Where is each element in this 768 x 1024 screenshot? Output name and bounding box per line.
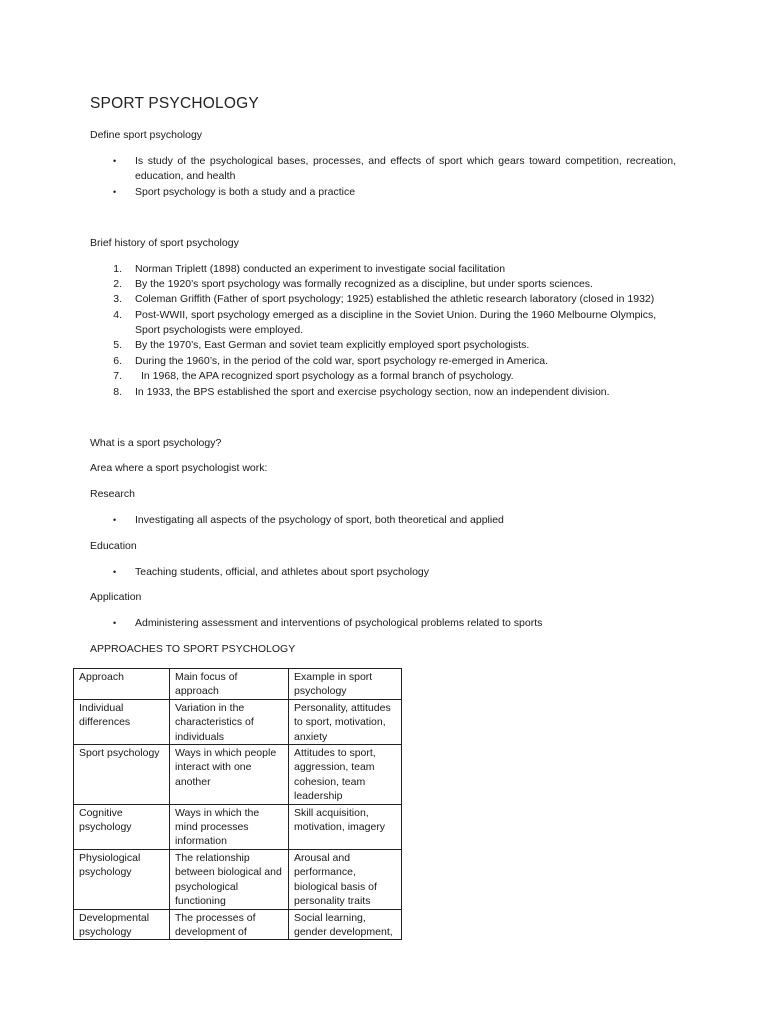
area-education-label: Education bbox=[90, 540, 137, 552]
table-cell: Ways in which the mind processes information bbox=[170, 804, 289, 849]
area-heading: Area where a sport psychologist work: bbox=[90, 462, 268, 474]
history-item-3: Coleman Griffith (Father of sport psychology; 1925) established the athletic research laboratory (closed in 1932) bbox=[135, 293, 655, 305]
area-education-bullet: Teaching students, official, and athletes about sport psychology bbox=[135, 566, 429, 578]
list-number: 8. bbox=[113, 386, 122, 398]
table-header-row bbox=[74, 669, 402, 700]
history-item-6: During the 1960’s, in the period of the cold war, sport psychology re-emerged in America. bbox=[135, 355, 549, 367]
table-cell: Variation in the characteristics of individuals bbox=[170, 699, 289, 744]
bullet-icon: • bbox=[113, 156, 117, 166]
bullet-icon: • bbox=[113, 187, 117, 197]
table-cell: Sport psychology bbox=[74, 745, 170, 805]
table-row bbox=[74, 804, 402, 849]
table-cell: Developmental psychology bbox=[74, 909, 170, 940]
list-number: 2. bbox=[113, 278, 122, 290]
table-cell: Attitudes to sport, aggression, team cohesion, team leadership bbox=[289, 745, 402, 805]
table-row bbox=[74, 699, 402, 744]
list-number: 7. bbox=[113, 370, 122, 382]
list-number: 3. bbox=[113, 293, 122, 305]
list-number: 5. bbox=[113, 339, 122, 351]
history-item-8: In 1933, the BPS established the sport and exercise psychology section, now an independent division. bbox=[135, 386, 610, 398]
approaches-table bbox=[73, 668, 402, 940]
table-cell: Arousal and performance, biological basis of personality traits bbox=[289, 849, 402, 909]
list-number: 1. bbox=[113, 263, 122, 275]
area-research-label: Research bbox=[90, 488, 135, 500]
history-item-5: By the 1970’s, East German and soviet team explicitly employed sport psychologists. bbox=[135, 339, 530, 351]
table-cell: Individual differences bbox=[74, 699, 170, 744]
bullet-icon: • bbox=[113, 567, 117, 577]
history-item-2: By the 1920’s sport psychology was formally recognized as a discipline, but under sports sciences. bbox=[135, 278, 593, 290]
table-cell: Physiological psychology bbox=[74, 849, 170, 909]
table-cell: Social learning, gender development, bbox=[289, 909, 402, 940]
what-is-heading: What is a sport psychology? bbox=[90, 437, 222, 449]
list-number: 4. bbox=[113, 309, 122, 321]
list-number: 6. bbox=[113, 355, 122, 367]
table-cell: The processes of development of bbox=[170, 909, 289, 940]
table-cell: Cognitive psychology bbox=[74, 804, 170, 849]
table-cell: Personality, attitudes to sport, motivation, anxiety bbox=[289, 699, 402, 744]
table-cell: Skill acquisition, motivation, imagery bbox=[289, 804, 402, 849]
approaches-heading: APPROACHES TO SPORT PSYCHOLOGY bbox=[90, 643, 296, 655]
table-row bbox=[74, 849, 402, 909]
bullet-icon: • bbox=[113, 515, 117, 525]
bullet-icon: • bbox=[113, 618, 117, 628]
history-item-1: Norman Triplett (1898) conducted an experiment to investigate social facilitation bbox=[135, 263, 506, 275]
define-heading: Define sport psychology bbox=[90, 129, 203, 141]
define-bullet-2: Sport psychology is both a study and a practice bbox=[135, 186, 356, 198]
page-title: SPORT PSYCHOLOGY bbox=[90, 95, 259, 112]
history-item-7: In 1968, the APA recognized sport psychology as a formal branch of psychology. bbox=[141, 370, 514, 382]
history-heading: Brief history of sport psychology bbox=[90, 237, 239, 249]
area-application-label: Application bbox=[90, 591, 142, 603]
table-cell: The relationship between biological and psychological functioning bbox=[170, 849, 289, 909]
table-row bbox=[74, 909, 402, 940]
header-approach: Approach bbox=[74, 669, 170, 700]
define-bullet-1: Is study of the psychological bases, processes, and effects of sport which gears toward competition, recreation, education, and health bbox=[135, 155, 676, 182]
area-research-bullet: Investigating all aspects of the psychology of sport, both theoretical and applied bbox=[135, 514, 504, 526]
header-example: Example in sport psychology bbox=[289, 669, 402, 700]
area-application-bullet: Administering assessment and interventions of psychological problems related to sports bbox=[135, 617, 543, 629]
table-row bbox=[74, 745, 402, 805]
table-cell: Ways in which people interact with one another bbox=[170, 745, 289, 805]
header-main-focus: Main focus of approach bbox=[170, 669, 289, 700]
history-item-4: Post-WWII, sport psychology emerged as a discipline in the Soviet Union. During the 1960 Melbourne Olympics, Sport psychologists were employed. bbox=[135, 309, 657, 336]
